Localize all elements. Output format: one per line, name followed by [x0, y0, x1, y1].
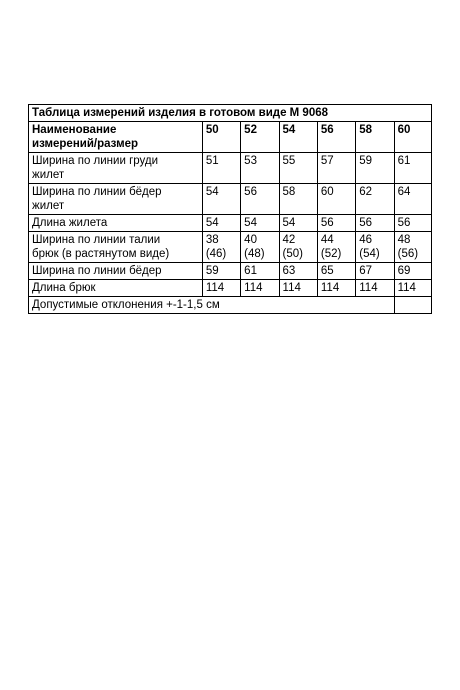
measurement-value-line: 46 [359, 234, 373, 246]
measurement-value-cell [279, 232, 317, 263]
measurement-value-line: 114 [244, 282, 263, 294]
measurement-label-line: Длина брюк [32, 282, 96, 294]
measurement-label-line: Ширина по линии бёдер [32, 186, 162, 198]
measurement-value-line: 56 [397, 217, 411, 229]
measurement-value-cell [241, 232, 279, 263]
measurement-value-line: 42 [282, 234, 296, 246]
measurement-value-line: (52) [320, 248, 342, 260]
measurement-value-line: 114 [359, 282, 378, 294]
measurement-label-cell [29, 263, 203, 280]
measurement-value-cell [241, 215, 279, 232]
measurement-value-cell [241, 153, 279, 184]
measurement-value-line: (56) [397, 248, 419, 260]
measurement-value-cell [241, 263, 279, 280]
table-title: Таблица измерений изделия в готовом виде М 9068 [29, 105, 432, 122]
measurement-value-line: 44 [320, 234, 334, 246]
empty-cell [394, 297, 431, 314]
measurement-value-line: 60 [320, 186, 334, 198]
measurement-value-line: 54 [205, 186, 219, 198]
title-row [29, 105, 432, 122]
measurement-value-line: (46) [205, 248, 227, 260]
measurement-label-line: Ширина по линии груди [32, 155, 159, 167]
measurement-value-cell [241, 280, 279, 297]
size-header-cell: 60 [394, 122, 431, 153]
measurement-value-cell [356, 263, 394, 280]
size-header-cell: 52 [241, 122, 279, 153]
header-label-line2: измерений/размер [32, 138, 139, 150]
measurement-label-line: жилет [32, 169, 65, 181]
measurement-value-cell [394, 153, 431, 184]
measurement-value-line: 48 [397, 234, 411, 246]
table-row [29, 153, 432, 184]
size-header-cell: 50 [202, 122, 240, 153]
header-row [29, 122, 432, 153]
header-label-line1: Наименование [32, 124, 117, 136]
table-row [29, 232, 432, 263]
measurement-value-cell [279, 263, 317, 280]
measurement-value-line: 54 [282, 217, 296, 229]
measurement-value-line: 61 [397, 155, 411, 167]
measurement-value-cell [356, 232, 394, 263]
measurement-value-cell [317, 184, 355, 215]
measurement-value-cell [394, 215, 431, 232]
footer-row [29, 297, 432, 314]
measurement-value-line: 38 [205, 234, 219, 246]
measurement-value-cell [394, 263, 431, 280]
measurement-value-line: 62 [359, 186, 373, 198]
measurement-label-line: Ширина по линии талии [32, 234, 161, 246]
size-chart-table [28, 104, 432, 314]
measurement-value-cell [317, 153, 355, 184]
measurement-value-cell [279, 184, 317, 215]
measurement-label-cell [29, 280, 203, 297]
table-row [29, 215, 432, 232]
measurement-value-line: 53 [244, 155, 257, 167]
measurement-value-cell [202, 215, 240, 232]
measurement-label-line: Ширина по линии бёдер [32, 265, 162, 277]
measurement-label-line: Длина жилета [32, 217, 108, 229]
measurement-label-line: брюк (в растянутом виде) [32, 248, 170, 260]
measurement-value-line: 54 [244, 217, 257, 229]
measurement-label-line: жилет [32, 200, 65, 212]
measurement-value-cell [241, 184, 279, 215]
measurement-value-line: 58 [282, 186, 296, 198]
measurement-value-line: 114 [320, 282, 340, 294]
measurement-value-cell [356, 153, 394, 184]
measurement-label-cell [29, 232, 203, 263]
measurement-value-line: 56 [320, 217, 334, 229]
measurement-value-cell [317, 215, 355, 232]
measurement-value-line: 40 [244, 234, 257, 246]
measurement-value-line: 56 [359, 217, 373, 229]
measurement-value-line: 114 [282, 282, 301, 294]
measurement-value-cell [202, 232, 240, 263]
measurement-value-cell [356, 184, 394, 215]
table-row [29, 263, 432, 280]
measurement-value-line: 54 [205, 217, 219, 229]
measurement-value-line: 61 [244, 265, 257, 277]
measurement-value-line: 59 [359, 155, 373, 167]
measurement-value-cell [317, 232, 355, 263]
measurement-value-line: 65 [320, 265, 334, 277]
header-label-cell [29, 122, 203, 153]
measurement-value-cell [279, 215, 317, 232]
measurement-value-line: 59 [205, 265, 219, 277]
measurement-value-line: 57 [320, 155, 334, 167]
measurement-value-cell [202, 184, 240, 215]
measurement-label-cell [29, 215, 203, 232]
measurement-value-line: 55 [282, 155, 296, 167]
measurement-value-line: 114 [205, 282, 225, 294]
measurement-value-cell [356, 280, 394, 297]
measurement-value-cell [394, 184, 431, 215]
measurement-label-cell [29, 184, 203, 215]
measurement-value-line: 56 [244, 186, 257, 198]
measurement-value-line: (48) [244, 248, 265, 260]
measurement-value-line: 69 [397, 265, 411, 277]
table-row [29, 280, 432, 297]
measurement-value-line: 63 [282, 265, 296, 277]
measurement-value-cell [317, 280, 355, 297]
measurement-sheet [28, 104, 432, 314]
measurement-value-cell [356, 215, 394, 232]
measurement-value-cell [394, 280, 431, 297]
measurement-value-line: (50) [282, 248, 303, 260]
measurement-value-line: 67 [359, 265, 373, 277]
size-header-cell: 58 [356, 122, 394, 153]
size-header-cell: 54 [279, 122, 317, 153]
measurement-value-cell [202, 280, 240, 297]
measurement-value-line: (54) [359, 248, 380, 260]
measurement-value-cell [317, 263, 355, 280]
measurement-value-cell [202, 153, 240, 184]
measurement-value-line: 64 [397, 186, 411, 198]
tolerance-note: Допустимые отклонения +-1-1,5 см [29, 297, 395, 314]
measurement-label-cell [29, 153, 203, 184]
size-header-cell: 56 [317, 122, 355, 153]
measurement-value-line: 114 [397, 282, 416, 294]
measurement-value-line: 51 [205, 155, 219, 167]
table-row [29, 184, 432, 215]
measurement-value-cell [279, 153, 317, 184]
measurement-value-cell [202, 263, 240, 280]
measurement-value-cell [279, 280, 317, 297]
measurement-value-cell [394, 232, 431, 263]
